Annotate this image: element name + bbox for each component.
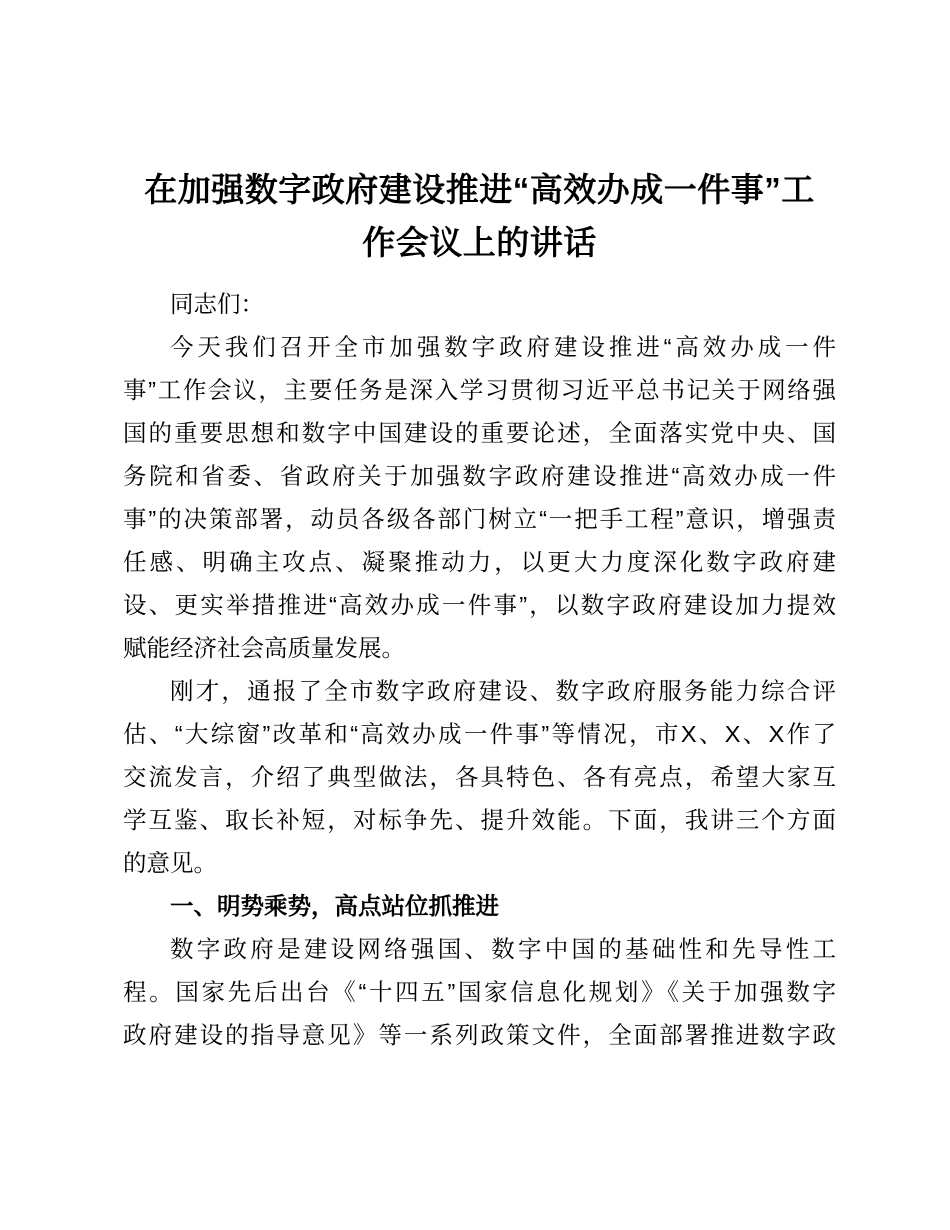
paragraph-line: 今天我们召开全市加强数字政府建设推进“高效办成一件 xyxy=(170,334,836,360)
paragraph-line: 政府建设的指导意见》等一系列政策文件，全面部署推进数字政 xyxy=(123,1022,836,1048)
document-title-line: 在加强数字政府建设推进“高效办成一件事”工 xyxy=(144,171,815,208)
paragraph xyxy=(123,283,836,326)
paragraph-line: 刚才，通报了全市数字政府建设、数字政府服务能力综合评 xyxy=(170,678,836,704)
paragraph-line: 估、“大综窗”改革和“高效办成一件事”等情况，市X、X、X作了 xyxy=(123,721,836,747)
paragraph xyxy=(123,670,836,885)
paragraph-line: 的意见。 xyxy=(123,850,217,876)
paragraph-line: 务院和省委、省政府关于加强数字政府建设推进“高效办成一件 xyxy=(123,463,836,489)
paragraph-line: 赋能经济社会高质量发展。 xyxy=(123,635,405,661)
heading-line: 一、明势乘势，高点站位抓推进 xyxy=(170,893,499,919)
paragraph-line: 同志们： xyxy=(170,291,264,317)
paragraph-line: 事”工作会议，主要任务是深入学习贯彻习近平总书记关于网络强 xyxy=(123,377,836,403)
paragraph-line: 任感、明确主攻点、凝聚推动力，以更大力度深化数字政府建 xyxy=(123,549,836,575)
paragraph xyxy=(123,928,836,1057)
paragraph-line: 国的重要思想和数字中国建设的重要论述，全面落实党中央、国 xyxy=(123,420,836,446)
document-title-line: 作会议上的讲话 xyxy=(362,224,597,261)
document-body xyxy=(123,283,836,1057)
document-title xyxy=(123,163,836,269)
paragraph-line: 事”的决策部署，动员各级各部门树立“一把手工程”意识，增强责 xyxy=(123,506,836,532)
section-heading xyxy=(123,885,836,928)
paragraph-line: 数字政府是建设网络强国、数字中国的基础性和先导性工 xyxy=(170,936,836,962)
paragraph-line: 学互鉴、取长补短，对标争先、提升效能。下面，我讲三个方面 xyxy=(123,807,836,833)
paragraph-line: 设、更实举措推进“高效办成一件事”，以数字政府建设加力提效 xyxy=(123,592,836,618)
document-content xyxy=(123,163,836,1057)
paragraph-line: 交流发言，介绍了典型做法，各具特色、各有亮点，希望大家互 xyxy=(123,764,836,790)
paragraph xyxy=(123,326,836,670)
paragraph-line: 程。国家先后出台《“十四五”国家信息化规划》《关于加强数字 xyxy=(123,979,836,1005)
